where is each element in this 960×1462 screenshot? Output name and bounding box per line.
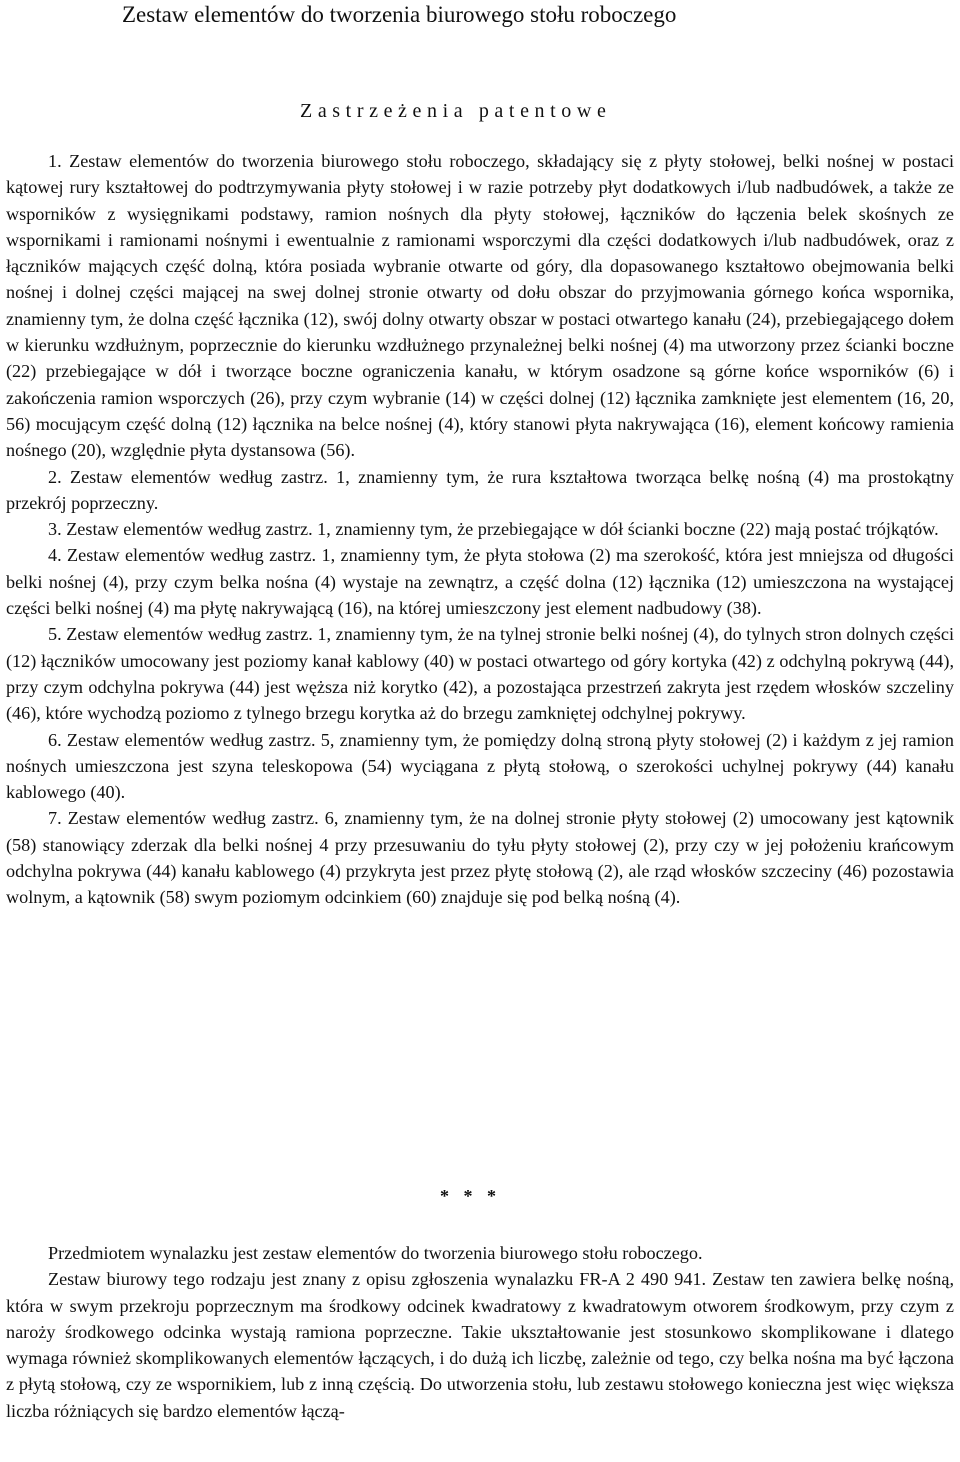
claim-6: 6. Zestaw elementów według zastrz. 5, znamienny tym, że pomiędzy dolną stroną płyty stołowej (2) i każdym z jej ramion nośnych umieszczona jest szyna teleskopowa (54) wyciągana z płytą stołową, o szerokości uchylnej pokrywy (44) kanału kablowego (40).	[6, 729, 954, 803]
description-paragraph: Zestaw biurowy tego rodzaju jest znany z opisu zgłoszenia wynalazku FR-A 2 490 941. Zestaw ten zawiera belkę nośną, która w swym przekroju poprzecznym ma środkowy odcinek kwadratowy z kwadratowym otworem środkowym, przy czym z naroży środkowego odcinka wystają ramiona poprzeczne. Takie ukształtowanie jest stosunkowo skomplikowane i dlatego wymaga również skomplikowanych elementów łączących, i do dużą ich liczbę, zależnie od tego, czy belka nośna ma być łączona z płytą stołową, czy ze wspornikiem, lub z inną częścią. Do utworzenia stołu, lub zestawu stołowego konieczna jest więc większa liczba różniących się bardzo elementów łączą-	[6, 1269, 954, 1421]
section-separator: * * *	[440, 1186, 501, 1206]
description-paragraph: Przedmiotem wynalazku jest zestaw elementów do tworzenia biurowego stołu roboczego.	[48, 1243, 703, 1263]
claim-2: 2. Zestaw elementów według zastrz. 1, znamienny tym, że rura kształtowa tworząca belkę nośną (4) ma prostokątny przekrój poprzeczny.	[6, 466, 954, 513]
claim-5: 5. Zestaw elementów według zastrz. 1, znamienny tym, że na tylnej stronie belki nośnej (4), do tylnych stron dolnych części (12) łączników umocowany jest poziomy kanał kablowy (40) w postaci otwartego od góry kortyka (42) z odchylną pokrywą (44), przy czym odchylna pokrywa (44) jest węższa niż korytko (42), a pozostająca przestrzeń zakryta jest rzędem włosków szczeliny (46), które wychodzą poziomo z tylnego brzegu korytka aż do brzegu zamkniętej odchylnej pokrywy.	[6, 624, 954, 724]
claim-4: 4. Zestaw elementów według zastrz. 1, znamienny tym, że płyta stołowa (2) ma szerokość, która jest mniejsza od długości belki nośnej (4), przy czym belka nośna (4) wystaje na zewnątrz, a część dolna (12) łącznika (12) umieszczona na wystającej części belki nośnej (4) ma płytę nakrywającą (16), na której umieszczony jest element nadbudowy (38).	[6, 545, 954, 619]
claims-section	[6, 148, 954, 911]
claim-7: 7. Zestaw elementów według zastrz. 6, znamienny tym, że na dolnej stronie płyty stołowej (2) umocowany jest kątownik (58) stanowiący zderzak dla belki nośnej 4 przy przesuwaniu do tyłu płyty stołowej (2), przy czy w jej położeniu krańcowym odchylna pokrywa (44) kanału kablowego (4) przykryta jest przez płytę stołową (2), ale rząd włosków szczeciny (46) pozostawia wolnym, a kątownik (58) swym poziomym odcinkiem (60) znajduje się pod belką nośną (4).	[6, 808, 954, 908]
document-title: Zestaw elementów do tworzenia biurowego stołu roboczego	[122, 2, 677, 27]
description-section	[6, 1240, 954, 1424]
claim-3: 3. Zestaw elementów według zastrz. 1, znamienny tym, że przebiegające w dół ścianki boczne (22) mają postać trójkątów.	[48, 519, 939, 540]
claims-heading: Zastrzeżenia patentowe	[300, 100, 612, 122]
claim-1: 1. Zestaw elementów do tworzenia biurowego stołu roboczego, składający się z płyty stołowej, belki nośnej w postaci kątowej rury kształtowej do podtrzymywania płyty stołowej i w razie potrzeby płyt dodatkowych i/lub nadbudówek, a także ze wsporników z wysięgnikami podstawy, ramion nośnych dla płyty stołowej, łączników do łączenia belek skośnych ze wspornikami i ramionami nośnymi i ewentualnie z ramionami wsporczymi dla części dodatkowych i/lub nadbudówek, oraz z łączników mających część dolną, która posiada wybranie otwarte od góry, dla dopasowanego kształtowo obejmowania belki nośnej i dolnej części mającej na swej dolnej stronie otwarty od dołu obszar do przyjmowania górnego końca wspornika, znamienny tym, że dolna część łącznika (12), swój dolny otwarty obszar w postaci otwartego kanału (24), przebiegającego dołem w kierunku wzdłużnym, poprzecznie do kierunku wzdłużnego przynależnej belki nośnej (4) ma utworzony przez ścianki boczne (22) przebiegające w dół i tworzące boczne ograniczenia kanału, w którym osadzone są górne końce wsporników (6) i zakończenia ramion wsporczych (26), przy czym wybranie (14) w części dolnej (12) łącznika zamknięte jest elementem (16, 20, 56) mocującym część dolną (12) łącznika na belce nośnej (4), który stanowi płyta nakrywająca (16), element końcowy ramienia nośnego (20), względnie płyta dystansowa (56).	[6, 151, 954, 461]
